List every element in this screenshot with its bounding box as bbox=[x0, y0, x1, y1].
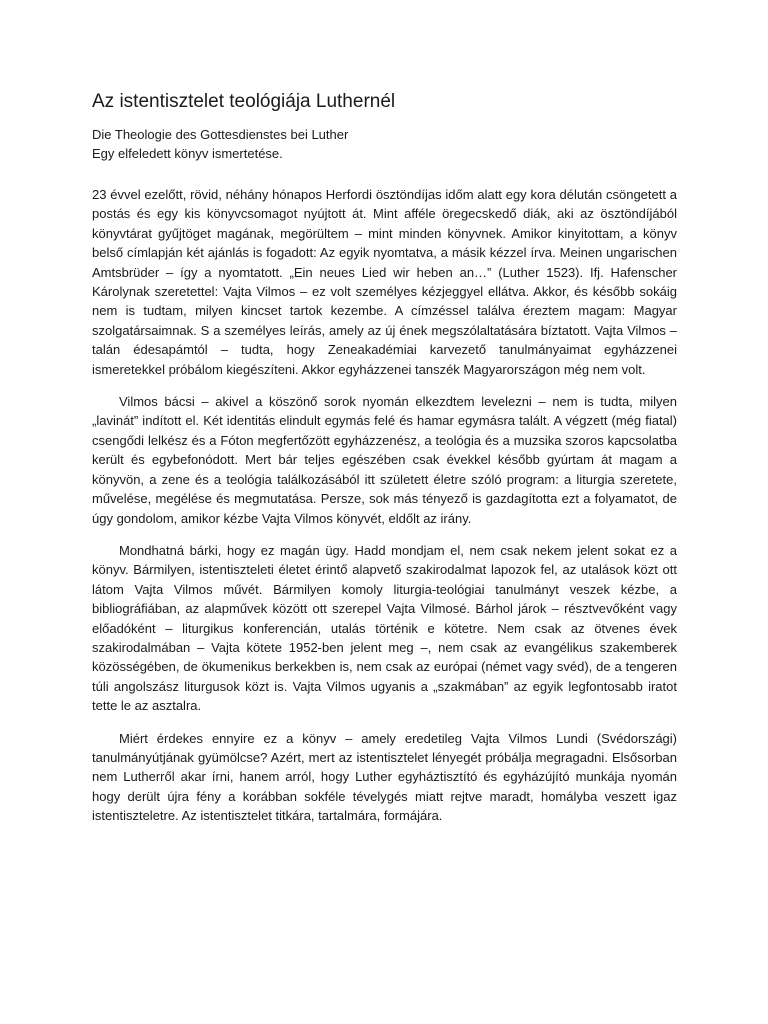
document-subtitle-german: Die Theologie des Gottesdienstes bei Luther bbox=[92, 127, 349, 142]
document-subtitle-hungarian: Egy elfeledett könyv ismertetése. bbox=[92, 146, 283, 161]
document-title: Az istentisztelet teológiája Luthernél bbox=[92, 91, 396, 112]
paragraph-4: Miért érdekes ennyire ez a könyv – amely eredetileg Vajta Vilmos Lundi (Svédországi) tanulmányútjának gyümölcse? Azért, mert az istentisztelet lényegét próbálja megragadni. Elsősorban nem Lutherről akar írni, hanem arról, hogy Luther egyháztisztító és egyházújító munkája nyomán hogy derült újra fény a korábban sokféle tévelygés miatt rejtve maradt, homályba veszett igaz istentiszteletre. Az istentisztelet titkára, tartalmára, formájára. bbox=[92, 730, 677, 824]
document-body bbox=[92, 185, 677, 839]
paragraph-1: 23 évvel ezelőtt, rövid, néhány hónapos Herfordi ösztöndíjas időm alatt egy kora délután csöngetett a postás és egy kis könyvcsomagot nyújtott át. Mint afféle öregecskedő diák, aki az ösztöndíjából könyvtárat gyűjtöget magának, megörültem – mint minden könyvnek. Amikor kinyitottam, a könyv belső címlapján két ajánlás is fogadott: Az egyik nyomtatva, a másik kézzel írva. Meinen ungarischen Amtsbrüder – így a nyomtatott. „Ein neues Lied wir heben an…” (Luther 1523). Ifj. Hafenscher Károlynak szeretettel: Vajta Vilmos – ez volt személyes kézjeggyel ellátva. Akkor, és később sokáig nem is tudtam, milyen kincset tartok kezembe. A címzéssel találva éreztem magam: Magyar szolgatársaimnak. S a személyes leírás, amely az új ének megszólaltatására bíztatott. Vajta Vilmos – talán édesapámtól – tudta, hogy Zeneakadémiai karvezető tanulmányaimat egyházzenei ismeretekkel próbálom kiegészíteni. Akkor egyházzenei tanszék Magyarországon még nem volt. bbox=[92, 187, 677, 377]
paragraph-2: Vilmos bácsi – akivel a köszönő sorok nyomán elkezdtem levelezni – nem is tudta, milyen „lavinát” indított el. Két identitás elindult egymás felé és hamar egymásra talált. A végzett (még fiatal) csengődi lelkész és a Fóton megfertőzött egyházzenész, a teológia és a muzsika szoros kapcsolatba került és egybefonódott. Mert bár teljes egészében csak évekkel később gyúrtam át magam a könyvön, a zene és a teológia találkozásából itt született életre szóló program: a liturgia szeretete, művelése, megélése és megmutatása. Persze, sok más tényező is gazdagította ezt a folyamatot, de úgy gondolom, amikor kézbe Vajta Vilmos könyvét, eldőlt az irány. bbox=[92, 394, 677, 526]
paragraph-3: Mondhatná bárki, hogy ez magán ügy. Hadd mondjam el, nem csak nekem jelent sokat ez a könyv. Bármilyen, istentiszteleti életet érintő alapvető szakirodalmat lapozok fel, az utalások közt ott látom Vajta Vilmos művét. Bármilyen komoly liturgia-teológiai tanulmányt veszek kézbe, a bibliográfiában, az alapművek között ott szerepel Vajta Vilmosé. Bárhol járok – résztvevőként vagy előadóként – liturgikus konferencián, utalás történik e kötetre. Nem csak az ötvenes évek szakirodalmában – Vajta kötete 1952-ben jelent meg –, nem csak az evangélikus szakemberek közösségében, de ökumenikus berkekben is, nem csak az európai (német vagy svéd), de a tengeren túli angolszász liturgusok közt is. Vajta Vilmos ugyanis a „szakmában” az egyik legfontosabb iratot tette le az asztalra. bbox=[92, 542, 677, 714]
